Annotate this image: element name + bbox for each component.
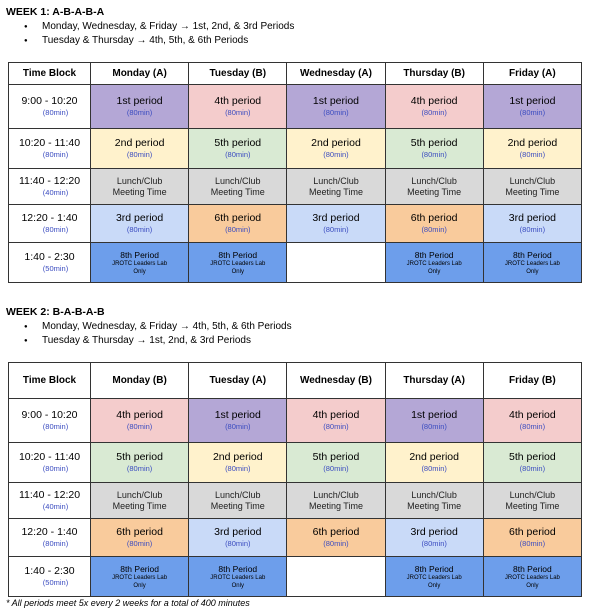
period-label: 5th period: [410, 137, 458, 149]
header-wednesday: Wednesday (A): [287, 63, 385, 85]
lunch-cell: [91, 483, 189, 519]
header-row: [9, 363, 582, 399]
period-duration: (80min): [126, 422, 153, 431]
eighth-period-label: 8th Period: [120, 249, 159, 260]
lunch-cell: [385, 483, 483, 519]
eighth-period-label: 8th Period: [414, 249, 454, 260]
eighth-period-note: JROTC Leaders Lab: [112, 574, 168, 581]
period-duration: (80min): [519, 539, 546, 548]
week2-bullet: ● Tuesday & Thursday → 1st, 2nd, & 3rd Periods: [22, 334, 292, 348]
eighth-period-label: 8th Period: [414, 563, 454, 574]
eighth-period-note: Only: [133, 582, 146, 589]
period-cell: [385, 205, 483, 243]
period-cell: [189, 519, 287, 557]
period-label: 3rd period: [508, 212, 557, 224]
time-block-cell: [9, 85, 91, 129]
eighth-cell: [189, 557, 287, 597]
period-label: 4th period: [116, 409, 163, 421]
period-cell: [483, 129, 581, 169]
header-wednesday: Wednesday (B): [287, 363, 385, 399]
time-duration: (80min): [42, 464, 69, 473]
week1-body: [9, 85, 582, 283]
period-duration: (80min): [225, 539, 251, 548]
eighth-period-note: JROTC Leaders Lab: [210, 260, 266, 267]
period-duration: (80min): [323, 150, 349, 159]
header-tuesday: Tuesday (A): [189, 363, 287, 399]
footnote: * All periods meet 5x every 2 weeks for a total of 400 minutes: [6, 598, 250, 608]
time-range: 12:20 - 1:40: [21, 212, 78, 224]
week1-header: [9, 63, 582, 85]
table-row: [9, 205, 582, 243]
period-duration: (80min): [126, 108, 153, 117]
header-time-block: Time Block: [9, 363, 91, 399]
time-block-cell: [9, 557, 91, 597]
period-label: 2nd period: [409, 451, 459, 463]
lunch-label: Lunch/Club: [411, 175, 457, 186]
period-label: 3rd period: [312, 212, 360, 224]
time-block-cell: [9, 399, 91, 443]
eighth-period-label: 8th Period: [513, 249, 552, 260]
week1-bullets: [22, 20, 294, 48]
period-label: 1st period: [116, 95, 163, 107]
period-cell: [287, 205, 385, 243]
time-block-cell: [9, 483, 91, 519]
time-duration: (80min): [42, 108, 69, 117]
lunch-sublabel: Meeting Time: [505, 500, 560, 511]
period-label: 5th period: [312, 451, 360, 463]
period-label: 2nd period: [212, 451, 263, 463]
header-thursday: Thursday (A): [385, 363, 483, 399]
period-cell: [483, 205, 581, 243]
period-label: 2nd period: [114, 137, 165, 149]
table-row: [9, 85, 582, 129]
period-cell: [287, 519, 385, 557]
period-label: 3rd period: [410, 526, 458, 538]
period-cell: [287, 399, 385, 443]
week2-body: [9, 399, 582, 597]
lunch-cell: [189, 169, 287, 205]
period-duration: (80min): [126, 539, 153, 548]
period-label: 6th period: [509, 526, 556, 538]
period-duration: (80min): [323, 539, 349, 548]
period-duration: (80min): [421, 464, 447, 473]
period-label: 1st period: [214, 409, 261, 421]
time-duration: (50min): [42, 578, 69, 587]
period-cell: [287, 85, 385, 129]
table-row: [9, 243, 582, 283]
empty-cell: [287, 557, 385, 597]
time-range: 9:00 - 10:20: [21, 409, 78, 421]
eighth-period-label: 8th Period: [120, 563, 159, 574]
time-duration: (80min): [42, 422, 69, 431]
time-range: 1:40 - 2:30: [24, 251, 75, 263]
period-cell: [385, 399, 483, 443]
time-range: 11:40 - 12:20: [18, 175, 81, 187]
period-label: 3rd period: [214, 526, 262, 538]
week1-bullet: ● Monday, Wednesday, & Friday → 1st, 2nd, & 3rd Periods: [22, 20, 294, 34]
week2-bullets: [22, 320, 292, 348]
eighth-period-label: 8th Period: [218, 563, 258, 574]
eighth-period-note: JROTC Leaders Lab: [210, 574, 266, 581]
time-range: 9:00 - 10:20: [21, 95, 78, 107]
header-tuesday: Tuesday (B): [189, 63, 287, 85]
lunch-sublabel: Meeting Time: [210, 186, 265, 197]
period-duration: (80min): [126, 225, 153, 234]
period-label: 4th period: [312, 409, 360, 421]
period-duration: (80min): [519, 150, 546, 159]
period-cell: [385, 443, 483, 483]
period-duration: (80min): [225, 150, 251, 159]
lunch-label: Lunch/Club: [313, 175, 359, 186]
time-range: 1:40 - 2:30: [24, 565, 75, 577]
period-cell: [385, 519, 483, 557]
time-block-cell: [9, 129, 91, 169]
period-label: 2nd period: [507, 137, 558, 149]
header-friday: Friday (B): [483, 363, 581, 399]
time-duration: (80min): [42, 539, 69, 548]
header-time-block: Time Block: [9, 63, 91, 85]
period-duration: (80min): [225, 464, 251, 473]
lunch-sublabel: Meeting Time: [505, 186, 560, 197]
period-cell: [385, 85, 483, 129]
eighth-cell: [483, 557, 581, 597]
lunch-cell: [287, 483, 385, 519]
period-label: 1st period: [509, 95, 556, 107]
eighth-period-note: Only: [231, 268, 244, 275]
period-duration: (80min): [421, 225, 447, 234]
week2-schedule-table: [8, 362, 582, 597]
period-label: 5th period: [509, 451, 556, 463]
period-cell: [483, 519, 581, 557]
lunch-label: Lunch/Club: [509, 175, 556, 186]
eighth-period-note: Only: [526, 268, 539, 275]
period-cell: [91, 399, 189, 443]
eighth-cell: [483, 243, 581, 283]
lunch-sublabel: Meeting Time: [308, 500, 363, 511]
time-range: 10:20 - 11:40: [18, 137, 81, 149]
period-cell: [189, 85, 287, 129]
lunch-cell: [385, 169, 483, 205]
period-cell: [483, 443, 581, 483]
time-range: 10:20 - 11:40: [18, 451, 81, 463]
time-duration: (40min): [42, 188, 69, 197]
eighth-cell: [189, 243, 287, 283]
table-row: [9, 519, 582, 557]
eighth-period-note: Only: [231, 582, 244, 589]
header-monday: Monday (A): [91, 63, 189, 85]
period-cell: [189, 399, 287, 443]
header-monday: Monday (B): [91, 363, 189, 399]
eighth-cell: [385, 243, 483, 283]
week2-bullet: ● Monday, Wednesday, & Friday → 4th, 5th, & 6th Periods: [22, 320, 292, 334]
header-friday: Friday (A): [483, 63, 581, 85]
period-duration: (80min): [323, 108, 349, 117]
period-label: 1st period: [411, 409, 458, 421]
eighth-period-note: Only: [133, 268, 146, 275]
period-cell: [91, 129, 189, 169]
eighth-period-note: JROTC Leaders Lab: [504, 574, 560, 581]
period-duration: (80min): [519, 464, 546, 473]
period-cell: [189, 205, 287, 243]
eighth-period-note: JROTC Leaders Lab: [504, 260, 560, 267]
eighth-period-note: JROTC Leaders Lab: [406, 260, 462, 267]
lunch-sublabel: Meeting Time: [407, 500, 462, 511]
period-cell: [483, 85, 581, 129]
eighth-period-label: 8th Period: [218, 249, 258, 260]
period-cell: [189, 443, 287, 483]
period-label: 4th period: [509, 409, 556, 421]
eighth-period-label: 8th Period: [513, 563, 552, 574]
period-duration: (80min): [126, 150, 153, 159]
period-duration: (80min): [225, 225, 251, 234]
eighth-period-note: Only: [427, 582, 441, 589]
period-cell: [189, 129, 287, 169]
time-range: 11:40 - 12:20: [18, 489, 81, 501]
period-duration: (80min): [225, 108, 251, 117]
period-duration: (80min): [421, 539, 447, 548]
lunch-label: Lunch/Club: [116, 489, 163, 500]
lunch-label: Lunch/Club: [509, 489, 556, 500]
period-duration: (80min): [225, 422, 251, 431]
lunch-cell: [483, 483, 581, 519]
period-duration: (80min): [519, 108, 546, 117]
week1-bullet: ● Tuesday & Thursday → 4th, 5th, & 6th Periods: [22, 34, 294, 48]
lunch-label: Lunch/Club: [116, 175, 163, 186]
table-row: [9, 483, 582, 519]
period-cell: [91, 519, 189, 557]
period-label: 5th period: [116, 451, 163, 463]
period-label: 1st period: [312, 95, 360, 107]
eighth-cell: [91, 243, 189, 283]
eighth-cell: [91, 557, 189, 597]
period-duration: (80min): [323, 225, 349, 234]
lunch-sublabel: Meeting Time: [308, 186, 363, 197]
lunch-label: Lunch/Club: [313, 489, 359, 500]
lunch-label: Lunch/Club: [215, 175, 261, 186]
period-cell: [385, 129, 483, 169]
period-duration: (80min): [323, 422, 349, 431]
header-thursday: Thursday (B): [385, 63, 483, 85]
time-block-cell: [9, 169, 91, 205]
period-duration: (80min): [519, 225, 546, 234]
week1-schedule-table: [8, 62, 582, 283]
period-cell: [91, 443, 189, 483]
period-label: 6th period: [312, 526, 360, 538]
period-duration: (80min): [323, 464, 349, 473]
lunch-cell: [189, 483, 287, 519]
table-row: [9, 169, 582, 205]
lunch-sublabel: Meeting Time: [210, 500, 265, 511]
empty-cell: [287, 243, 385, 283]
lunch-sublabel: Meeting Time: [112, 500, 167, 511]
period-label: 6th period: [214, 212, 262, 224]
period-cell: [287, 443, 385, 483]
eighth-cell: [385, 557, 483, 597]
period-duration: (80min): [421, 150, 447, 159]
lunch-cell: [91, 169, 189, 205]
period-duration: (80min): [421, 108, 447, 117]
period-cell: [91, 85, 189, 129]
time-block-cell: [9, 205, 91, 243]
period-duration: (80min): [519, 422, 546, 431]
period-cell: [91, 205, 189, 243]
time-duration: (40min): [42, 502, 69, 511]
eighth-period-note: Only: [526, 582, 539, 589]
time-duration: (80min): [42, 150, 69, 159]
period-duration: (80min): [421, 422, 447, 431]
lunch-cell: [483, 169, 581, 205]
week2-title: WEEK 2: B-A-B-A-B: [6, 306, 105, 318]
eighth-period-note: JROTC Leaders Lab: [112, 260, 168, 267]
period-duration: (80min): [126, 464, 153, 473]
time-range: 12:20 - 1:40: [21, 526, 78, 538]
period-label: 3rd period: [115, 212, 164, 224]
period-label: 6th period: [116, 526, 163, 538]
table-row: [9, 399, 582, 443]
eighth-period-note: Only: [427, 268, 441, 275]
week1-title: WEEK 1: A-B-A-B-A: [6, 6, 105, 18]
time-block-cell: [9, 443, 91, 483]
header-row: [9, 63, 582, 85]
lunch-sublabel: Meeting Time: [112, 186, 167, 197]
table-row: [9, 443, 582, 483]
table-row: [9, 557, 582, 597]
period-cell: [483, 399, 581, 443]
period-label: 2nd period: [311, 137, 361, 149]
period-label: 5th period: [214, 137, 262, 149]
week2-header: [9, 363, 582, 399]
lunch-sublabel: Meeting Time: [407, 186, 462, 197]
time-block-cell: [9, 519, 91, 557]
lunch-label: Lunch/Club: [411, 489, 457, 500]
table-row: [9, 129, 582, 169]
time-block-cell: [9, 243, 91, 283]
time-duration: (50min): [42, 264, 69, 273]
period-label: 4th period: [410, 95, 458, 107]
eighth-period-note: JROTC Leaders Lab: [406, 574, 462, 581]
period-label: 6th period: [410, 212, 458, 224]
period-label: 4th period: [214, 95, 262, 107]
lunch-cell: [287, 169, 385, 205]
lunch-label: Lunch/Club: [215, 489, 261, 500]
time-duration: (80min): [42, 225, 69, 234]
period-cell: [287, 129, 385, 169]
